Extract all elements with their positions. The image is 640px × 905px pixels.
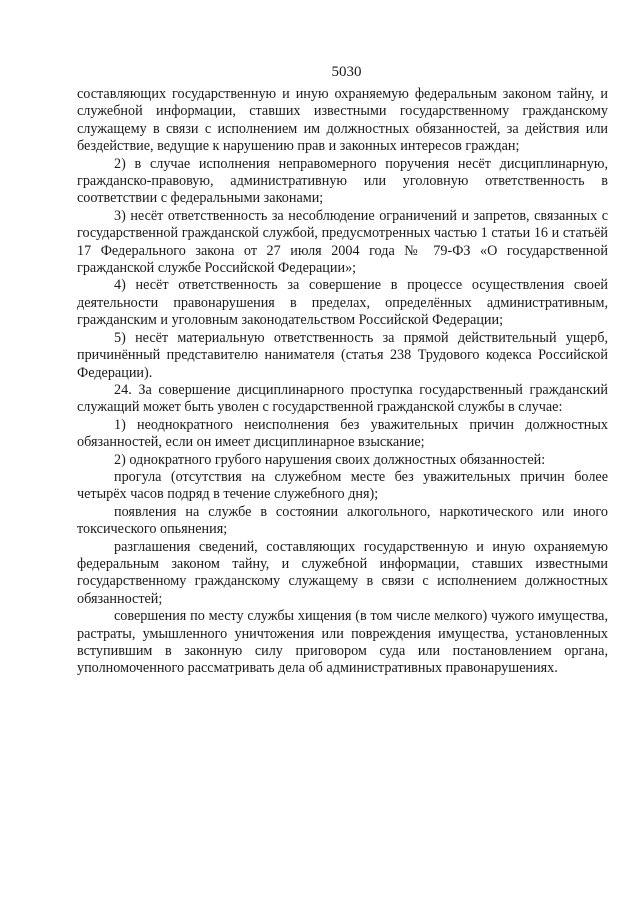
paragraph-section-24-item-2: 2) однократного грубого нарушения своих должностных обязанностей: xyxy=(114,451,546,468)
paragraph-intoxication: появления на службе в состоянии алкогольного, наркотического или иного токсического опьянения; xyxy=(77,503,608,538)
paragraph-disclosure: разглашения сведений, составляющих государственную и иную охраняемую федеральным законом тайну, и служебной информации, ставших известными государственному гражданскому служащему в связи с исполнением должностных обязанностей; xyxy=(77,538,608,607)
paragraph-section-24: 24. За совершение дисциплинарного проступка государственный гражданский служащий может быть уволен с государственной гражданской службы в случае: xyxy=(77,381,608,416)
paragraph-absence: прогула (отсутствия на служебном месте без уважительных причин более четырёх часов подряд в течение служебного дня); xyxy=(77,468,608,503)
paragraph-item-4: 4) несёт ответственность за совершение в процессе осуществления своей деятельности правонарушения в пределах, определённых административным, гражданским и уголовным законодательством Российской Федерации; xyxy=(77,277,608,329)
paragraph-theft: совершения по месту службы хищения (в том числе мелкого) чужого имущества, растраты, умышленного уничтожения или повреждения имущества, установленных вступившим в законную силу приговором суда или постановлением органа, уполномоченного рассматривать дела об административных правонарушениях. xyxy=(77,608,608,677)
paragraph-continuation: составляющих государственную и иную охраняемую федеральным законом тайну, и служебной информации, ставших известными государственному гражданскому служащему в связи с исполнением им должностных обязанностей, за действия или бездействие, ведущие к нарушению прав и законных интересов граждан; xyxy=(77,86,608,155)
paragraph-item-2: 2) в случае исполнения неправомерного поручения несёт дисциплинарную, гражданско-правовую, административную или уголовную ответственность в соответствии с федеральными законами; xyxy=(77,155,608,207)
paragraph-item-3: 3) несёт ответственность за несоблюдение ограничений и запретов, связанных с государственной гражданской службой, предусмотренных частью 1 статьи 16 и статьёй 17 Федерального закона от 27 июля 2004 года № 79-ФЗ «О государственной гражданской службе Российской Федерации»; xyxy=(77,207,608,277)
paragraph-section-24-item-1: 1) неоднократного неисполнения без уважительных причин должностных обязанностей, если он имеет дисциплинарное взыскание; xyxy=(77,416,608,451)
document-body xyxy=(77,86,608,678)
page-number: 5030 xyxy=(331,64,362,80)
paragraph-item-5: 5) несёт материальную ответственность за прямой действительный ущерб, причинённый представителю нанимателя (статья 238 Трудового кодекса Российской Федерации). xyxy=(77,329,608,381)
document-page xyxy=(77,62,608,678)
